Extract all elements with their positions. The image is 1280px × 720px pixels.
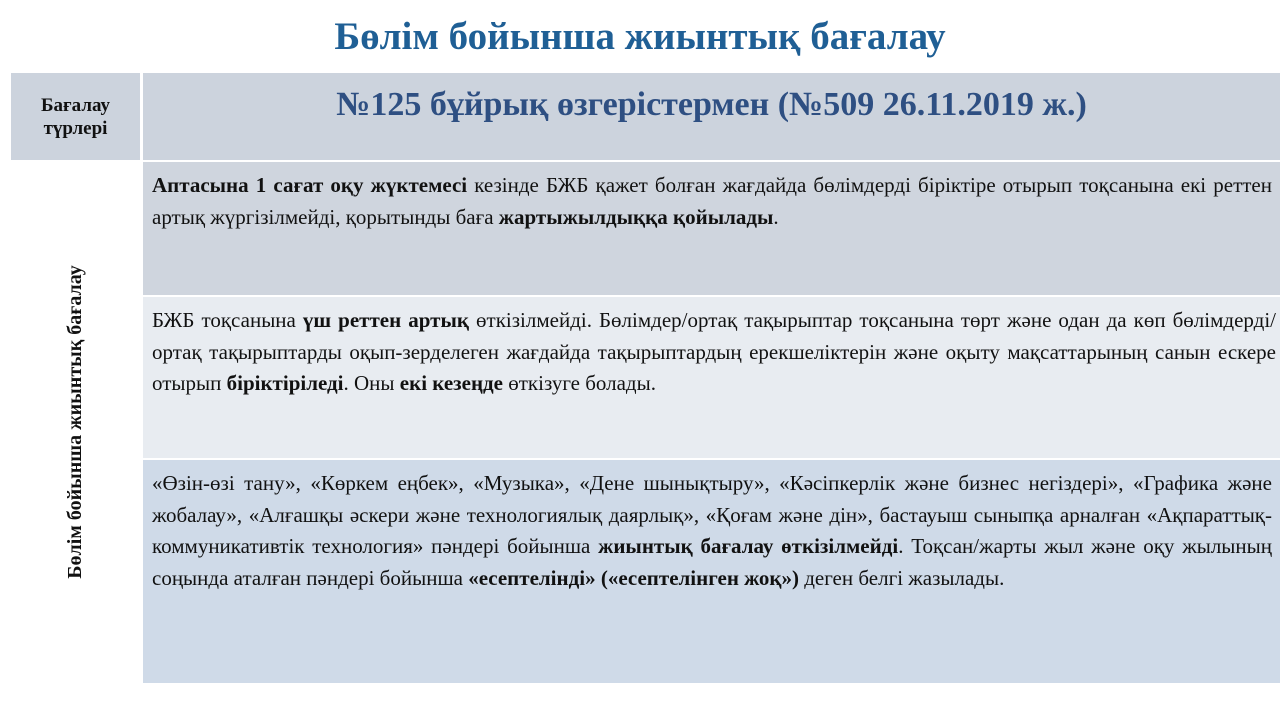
row3-text-1: «Өзін-өзі тану», «Көркем еңбек», «Музыка», «Дене шынықтыру», «Кәсіпкерлік және бизнес негіздері», «Графика және жобалау», «Алғашқы әскери және технологиялық даярлық», «Қоғам және дін», бастауыш сыныпқа арналған «Ақпараттық-коммуникативтік технология» пәндері бойынша (152, 471, 1272, 558)
assessment-types-label-line1: Бағалау (40, 94, 111, 116)
row1-text-2: . (773, 204, 779, 229)
slide-title: Бөлім бойынша жиынтық бағалау (334, 15, 946, 58)
row2-text-2: өткізілмейді. Бөлімдер/ортақ тақырыптар тоқсанына төрт және одан да көп бөлімдерді/ортақ тақырыптарды оқып-зерделеген жағдайда тақырыптардың ерекшеліктерін және оқыту мақсаттарының санын ескере отырып (152, 308, 1276, 395)
row3-bold-1: жиынтық бағалау өткізілмейді (598, 534, 899, 558)
side-label-cell (11, 162, 140, 683)
row3-text-3: деген белгі жазылады. (798, 565, 1005, 590)
assessment-types-label-line2: түрлері (43, 117, 108, 139)
row1-text-1: кезінде БЖБ қажет болған жағдайда бөлімдерді біріктіре отырып тоқсанына екі реттен артық жүргізілмейді, қорытынды баға (152, 173, 1272, 229)
rule-row-quarter-limit (143, 297, 1280, 458)
order-title: №125 бұйрық өзгерістермен (№509 26.11.2019 ж.) (336, 86, 1087, 123)
row2-text-1: БЖБ тоқсанына (152, 308, 303, 332)
row2-text-3: . Оны (343, 371, 400, 395)
row3-bold-2: «есептелінді» («есептелінген жоқ») (468, 565, 799, 590)
order-header-cell (143, 73, 1280, 160)
assessment-types-header (11, 73, 140, 160)
row2-text-4: өткізуге болады. (503, 371, 656, 395)
row2-bold-3: екі кезеңде (399, 371, 503, 395)
row1-bold-1: Аптасына 1 сағат оқу жүктемесі (152, 173, 468, 197)
rule-row-exempt-subjects (143, 460, 1280, 683)
side-label: Бөлім бойынша жиынтық бағалау (64, 265, 86, 579)
row3-text-2: . Тоқсан/жарты жыл және оқу жылының соңында аталған пәндері бойынша (152, 534, 1272, 590)
row2-bold-1: үш реттен артық (302, 308, 469, 332)
row2-bold-2: біріктіріледі (226, 371, 344, 395)
row1-bold-2: жартыжылдыққа қойылады (498, 204, 774, 229)
rule-row-weekly-load (143, 162, 1280, 295)
